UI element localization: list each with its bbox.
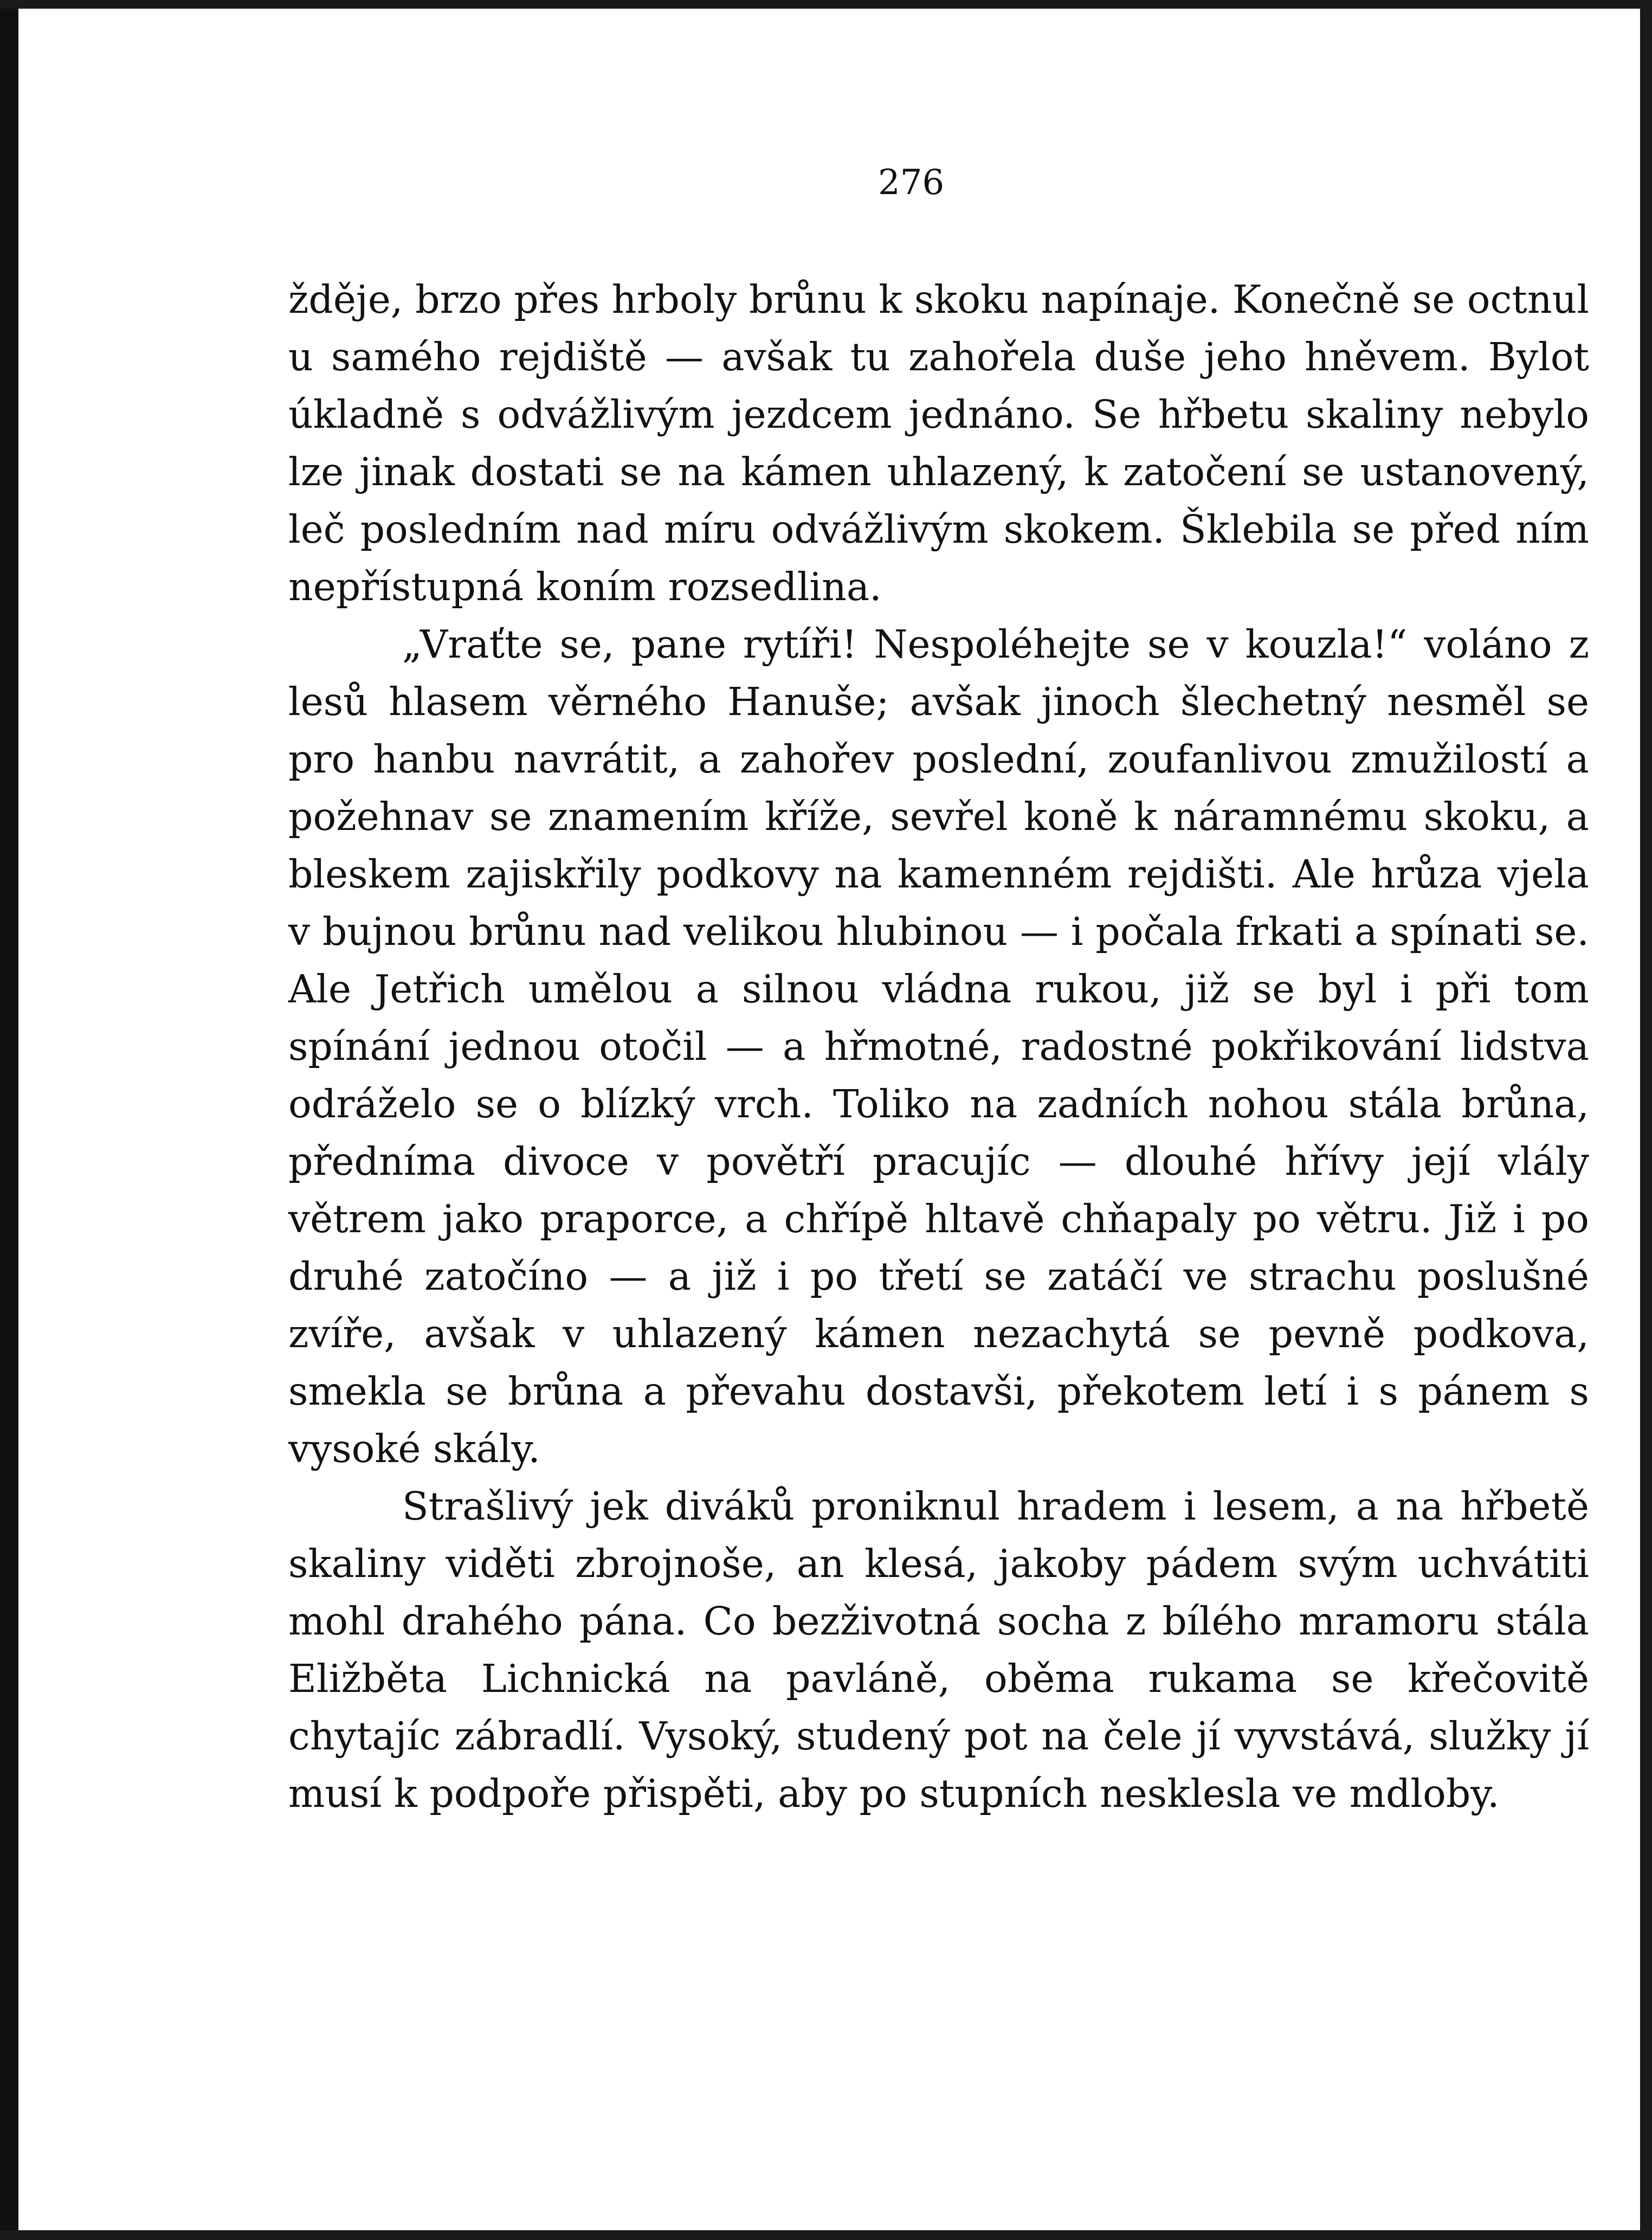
scan-border-bottom [0, 2230, 1652, 2240]
paragraph-2: „Vraťte se, pane rytíři! Nespoléhejte se v kouzla!“ voláno z lesů hlasem věrného Hanuše; avšak jinoch šlechetný nesměl se pro hanbu navrátit, a zahořev poslední, zoufanlivou zmužilostí a požehnav se znamením kříže, sevřel koně k náramnému skoku, a bleskem zajiskřily podkovy na kamenném rejdišti. Ale hrůza vjela v bujnou brůnu nad velikou hlubinou — i počala frkati a spínati se. Ale Jetřich umělou a silnou vládna rukou, již se byl i při tom spínání jednou otočil — a hřmotné, radostné pokřikování lidstva odráželo se o blízký vrch. Toliko na zadních nohou stála brůna, předníma divoce v povětří pracujíc — dlouhé hřívy její vlály větrem jako praporce, a chřípě hltavě chňapaly po větru. Již i po druhé zatočíno — a již i po třetí se zatáčí ve strachu poslušné zvíře, avšak v uhlazený kámen nezachytá se pevně podkova, smekla se brůna a převahu dostavši, překotem letí i s pánem s vysoké skály. [288, 622, 1589, 1471]
scan-border-left [0, 0, 18, 2240]
scan-border-top [0, 0, 1652, 9]
scan-border-right [1640, 0, 1652, 2240]
page-number: 276 [878, 163, 945, 203]
paragraph-1: žděje, brzo přes hrboly brůnu k skoku napínaje. Konečně se octnul u samého rejdiště — avšak tu zahořela duše jeho hněvem. Bylot úkladně s odvážlivým jezdcem jednáno. Se hřbetu skaliny nebylo lze jinak dostati se na kámen uhlazený, k zatočení se ustanovený, leč posledním nad míru odvážlivým skokem. Šklebila se před ním nepřístupná koním rozsedlina. [288, 277, 1589, 609]
body-text [288, 271, 1589, 1823]
paragraph-3: Strašlivý jek diváků proniknul hradem i lesem, a na hřbetě skaliny viděti zbrojnoše, an klesá, jakoby pádem svým uchvátiti mohl drahého pána. Co bezživotná socha z bílého mramoru stála Eližběta Lichnická na pavláně, oběma rukama se křečovitě chytajíc zábradlí. Vysoký, studený pot na čele jí vyvstává, služky jí musí k podpoře přispěti, aby po stupních nesklesla ve mdloby. [288, 1484, 1589, 1816]
